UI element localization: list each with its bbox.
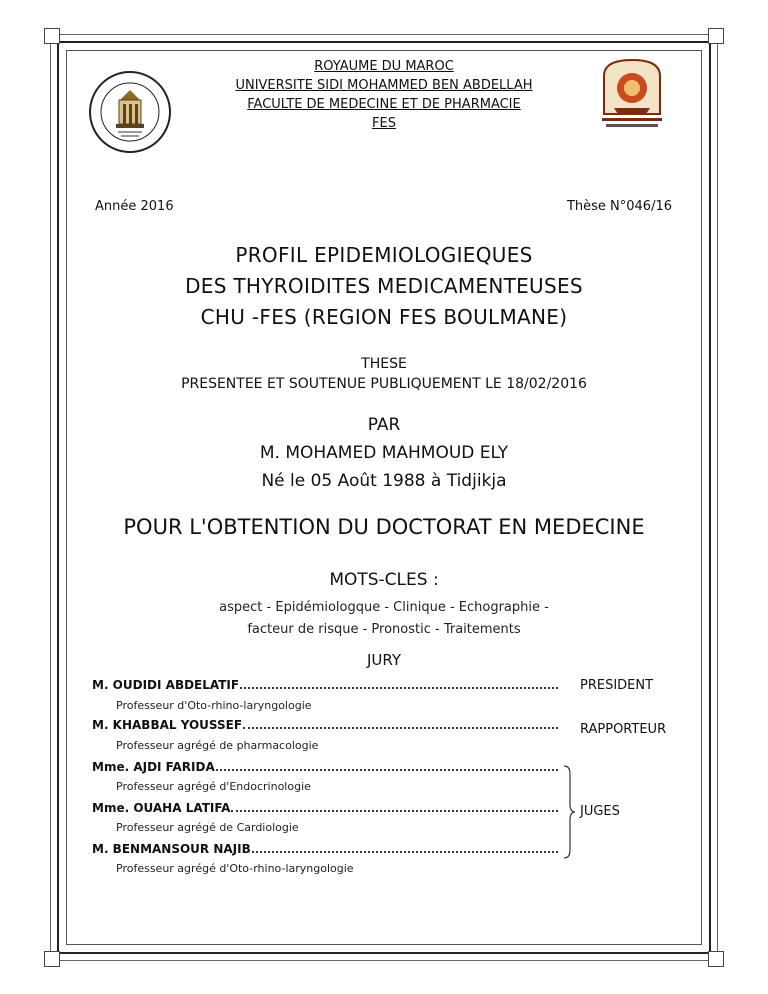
jury-member-title: Professeur d'Oto-rhino-laryngologie bbox=[116, 699, 312, 712]
jury-member-row bbox=[92, 716, 558, 732]
title-line: CHU -FES (REGION FES BOULMANE) bbox=[200, 305, 568, 329]
jury-title: JURY bbox=[366, 651, 402, 669]
role-juges: JUGES bbox=[580, 804, 620, 819]
thesis-presentation bbox=[0, 354, 768, 394]
thesis-title bbox=[0, 240, 768, 333]
keywords-list bbox=[0, 597, 768, 641]
jury-member-name: Mme. AJDI FARIDA bbox=[92, 760, 215, 774]
institution-header bbox=[0, 57, 768, 133]
presentation-date: PRESENTEE ET SOUTENUE PUBLIQUEMENT LE 18/02/2016 bbox=[181, 376, 587, 392]
jury-member-row bbox=[92, 799, 558, 815]
author-block bbox=[0, 411, 768, 495]
keywords-title: MOTS-CLES : bbox=[329, 570, 439, 590]
dot-leader bbox=[240, 687, 558, 689]
header-line: ROYAUME DU MAROC bbox=[314, 59, 454, 74]
border-corner bbox=[44, 28, 60, 44]
keywords-line: facteur de risque - Pronostic - Traitements bbox=[247, 622, 521, 637]
these-label: THESE bbox=[361, 356, 407, 372]
par-label: PAR bbox=[367, 415, 401, 435]
jury-member-title: Professeur agrégé de Cardiologie bbox=[116, 821, 299, 834]
header-line: FES bbox=[372, 116, 396, 131]
jury-brace bbox=[562, 764, 576, 860]
thesis-number: Thèse N°046/16 bbox=[566, 199, 672, 214]
role-president: PRESIDENT bbox=[580, 678, 654, 693]
border-corner bbox=[44, 951, 60, 967]
degree-purpose: POUR L'OBTENTION DU DOCTORAT EN MEDECINE bbox=[123, 515, 645, 539]
jury-member-title: Professeur agrégé de pharmacologie bbox=[116, 739, 319, 752]
dot-leader bbox=[252, 851, 558, 853]
jury-member-name: M. BENMANSOUR NAJIB bbox=[92, 842, 251, 856]
border-corner bbox=[708, 951, 724, 967]
keywords-line: aspect - Epidémiologque - Clinique - Echographie - bbox=[219, 600, 549, 615]
header-line: UNIVERSITE SIDI MOHAMMED BEN ABDELLAH bbox=[235, 78, 533, 93]
year-label: Année 2016 bbox=[95, 199, 174, 214]
role-rapporteur: RAPPORTEUR bbox=[580, 722, 667, 737]
title-line: DES THYROIDITES MEDICAMENTEUSES bbox=[185, 274, 583, 298]
jury-member-title: Professeur agrégé d'Endocrinologie bbox=[116, 780, 311, 793]
title-line: PROFIL EPIDEMIOLOGIEQUES bbox=[235, 243, 533, 267]
dot-leader bbox=[216, 769, 558, 771]
author-name: M. MOHAMED MAHMOUD ELY bbox=[259, 443, 509, 463]
author-birth: Né le 05 Août 1988 à Tidjikja bbox=[261, 471, 507, 491]
dot-leader bbox=[243, 727, 558, 729]
jury-member-name: Mme. OUAHA LATIFA bbox=[92, 801, 231, 815]
jury-member-row bbox=[92, 758, 558, 774]
border-corner bbox=[708, 28, 724, 44]
jury-member-title: Professeur agrégé d'Oto-rhino-laryngologie bbox=[116, 862, 354, 875]
jury-member-row bbox=[92, 840, 558, 856]
header-line: FACULTE DE MEDECINE ET DE PHARMACIE bbox=[247, 97, 521, 112]
jury-member-row bbox=[92, 676, 558, 692]
jury-member-name: M. KHABBAL YOUSSEF bbox=[92, 718, 243, 732]
jury-member-name: M. OUDIDI ABDELATIF bbox=[92, 678, 240, 692]
dot-leader bbox=[231, 810, 558, 812]
